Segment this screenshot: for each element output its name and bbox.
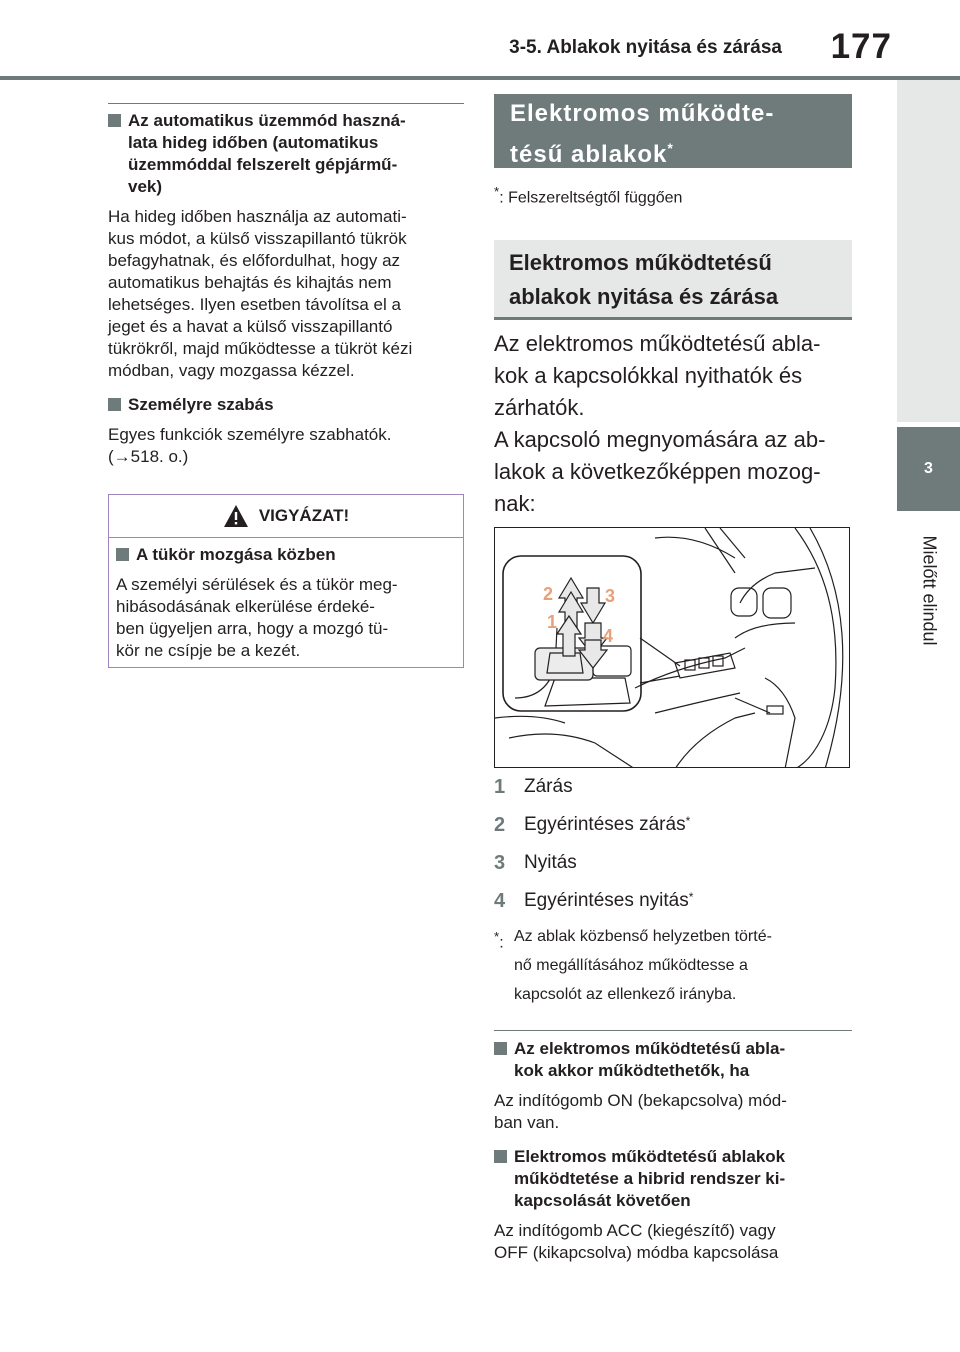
body-line: Egyes funkciók személyre szabhatók. [108,425,392,444]
intro-line: zárhatók. [494,395,585,420]
subsection-title-line: ablakok nyitása és zárása [509,284,779,309]
footnote-line: nő megállításához működtesse a [514,957,748,974]
power-window-switch-illustration [494,527,850,768]
chapter-number-tab [897,427,960,511]
block-heading [494,1146,852,1212]
heading-line: Személyre szabás [128,395,274,414]
heading-line: Az automatikus üzemmód haszná- [128,111,406,130]
divider [494,1030,852,1031]
square-bullet-icon [494,1150,507,1163]
warning-triangle-icon [223,504,249,528]
body-line: Ha hideg időben használja az automati- [108,207,407,226]
body-line: hibásodásának elkerülése érdeké- [116,597,375,616]
body-line: OFF (kikapcsolva) módba kapcsolása [494,1243,779,1262]
body-line: ben ügyeljen arra, hogy a mozgó tü- [116,619,389,638]
footnote-stop: *: Az ablak közbenső helyzetben törté- nő megállításához működtesse a kapcsolót az ellenkező irányba. [494,922,852,1009]
list-item [494,768,852,806]
square-bullet-icon [108,398,121,411]
body-line: ban van. [494,1113,560,1132]
item-text: Egyérintéses nyitás [524,890,689,911]
side-tab-background [897,80,960,422]
body-line: befagyhatnak, és előfordulhat, hogy az [108,251,401,270]
footnote-marker: * [688,890,694,904]
right-block-conditions [494,1030,852,1264]
figure-label-2: 2 [543,584,554,604]
item-number: 3 [494,851,506,874]
item-text: Nyitás [524,852,577,873]
body-line: Az indítógomb ACC (kiegészítő) vagy [494,1221,776,1240]
page-number: 177 [830,27,892,66]
body-line: lehetséges. Ilyen esetben távolítsa el a [108,295,401,314]
heading-line: Elektromos működtetésű ablakok [514,1147,786,1166]
body-line: A személyi sérülések és a tükör meg- [116,575,398,594]
subsection-title-box [494,240,852,320]
section-header-title: 3-5. Ablakok nyitása és zárása [509,37,782,58]
square-bullet-icon [108,114,121,127]
body-line: (→518. o.) [108,447,189,466]
footnote-marker: * [494,929,500,944]
header-rule [0,76,960,80]
heading-line: üzemmóddal felszerelt gépjármű- [128,155,398,174]
subsection-title-line: Elektromos működtetésű [509,250,772,275]
section-title-line: Elektromos működte- [510,100,775,127]
warning-body [109,538,463,662]
heading-line: lata hideg időben (automatikus [128,133,379,152]
block-body [108,206,464,382]
item-number: 4 [494,889,506,912]
intro-line: A kapcsoló megnyomására az ab- [494,427,826,452]
intro-line: kok a kapcsolókkal nyithatók és [494,363,803,388]
section-title-box [494,94,852,168]
heading-line: kok akkor működtethetők, ha [514,1061,750,1080]
footnote-line: kapcsolót az ellenkező irányba. [514,986,737,1003]
body-line: Az indítógomb ON (bekapcsolva) mód- [494,1091,787,1110]
numbered-list [494,768,852,920]
item-number: 2 [494,813,506,836]
figure-label-1: 1 [547,612,558,632]
square-bullet-icon [116,548,129,561]
body-line: automatikus behajtás és kihajtás nem [108,273,392,292]
item-text: Egyérintéses zárás [524,814,686,835]
intro-line: nak: [494,491,536,516]
warning-text [116,574,456,662]
illustration-svg [495,528,850,768]
body-line: kör ne csípje be a kezét. [116,641,301,660]
heading-line: vek) [128,177,163,196]
figure-label-3: 3 [605,586,616,606]
footnote-line: Az ablak közbenső helyzetben törté- [514,928,772,945]
heading-line: működtetése a hibrid rendszer ki- [514,1169,786,1188]
intro-line: Az elektromos működtetésű abla- [494,331,821,356]
warning-header [109,495,463,538]
block-heading [494,1038,852,1082]
footnote-marker: * [667,140,674,156]
intro-line: lakok a következőképpen mozog- [494,459,821,484]
item-number: 1 [494,775,506,798]
block-body [108,424,464,468]
footnote-text: Felszereltségtől függően [508,189,683,207]
list-item [494,806,852,844]
left-block-auto-mode [108,103,464,468]
section-title-line: tésű ablakok [510,141,668,168]
body-line: kus módot, a külső visszapillantó tükrök [108,229,407,248]
item-text: Zárás [524,776,573,797]
footnote-marker: * [494,184,500,199]
list-item [494,844,852,882]
block-heading [108,110,464,198]
footnote-marker: * [685,814,691,828]
figure-label-4: 4 [603,626,614,646]
block-heading [108,394,464,416]
block-body [494,1220,852,1264]
chapter-label: Mielőtt elindul [919,535,939,646]
warning-heading [116,544,456,566]
warning-box [108,494,464,668]
body-line: módban, vagy mozgassa kézzel. [108,361,355,380]
divider [108,103,464,104]
body-line: tükrökről, majd működtesse a tükröt kézi [108,339,413,358]
square-bullet-icon [494,1042,507,1055]
warning-title: VIGYÁZAT! [258,506,350,525]
chapter-number: 3 [924,460,933,477]
list-item [494,882,852,920]
heading-line: kapcsolását követően [514,1191,691,1210]
body-line: jeget és a havat a külső visszapillantó [108,317,393,336]
footnote-availability: *: Felszereltségtől függően [494,184,683,207]
heading-line: Az elektromos működtetésű abla- [514,1039,786,1058]
block-body [494,1090,852,1134]
heading-line: A tükör mozgása közben [136,545,336,564]
chapter-label-container [897,520,960,680]
intro-paragraph [494,328,852,520]
